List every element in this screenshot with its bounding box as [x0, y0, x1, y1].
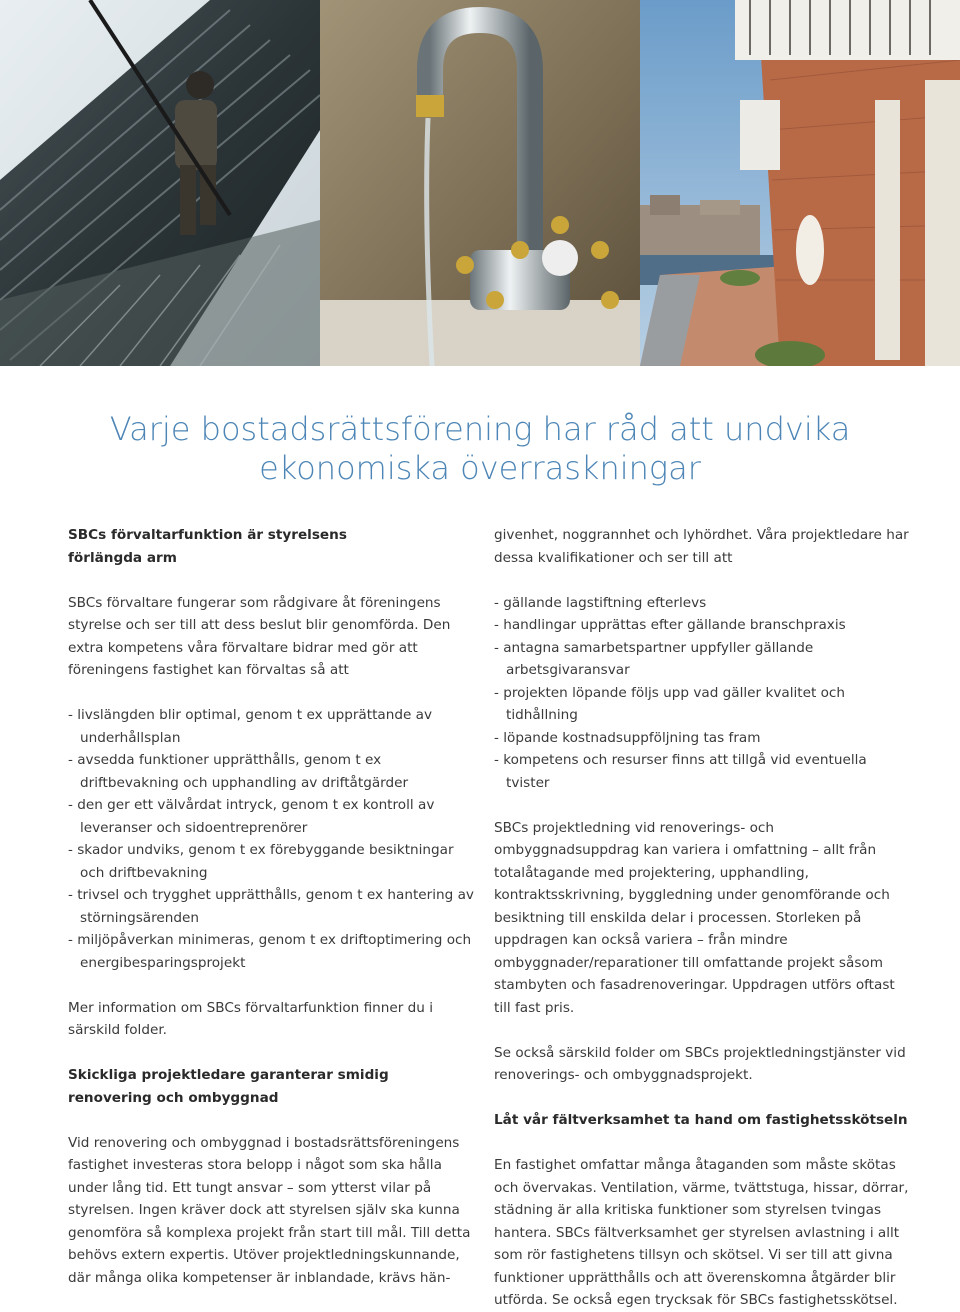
list-item-text: - projekten löpande följs upp vad gäller kvalitet och tidhållning [494, 684, 846, 723]
paragraph: givenhet, noggrannhet och lyhördhet. Våra projektledare har dessa kvalifikationer och ser till att [494, 527, 909, 566]
photo-strip [0, 0, 960, 366]
list-item [68, 794, 478, 839]
heading-line: förlängda arm [68, 549, 177, 566]
left-column [68, 524, 478, 1289]
list-item-text: - handlingar upprättas efter gällande branschpraxis [494, 617, 846, 633]
section-heading-projektledare [68, 1064, 478, 1109]
headline-line-2: ekonomiska överraskningar [259, 449, 701, 487]
list-item-text: - trivsel och trygghet upprätthålls, genom t ex hantering av störningsärenden [68, 887, 474, 926]
list-item-text: - den ger ett välvårdat intryck, genom t ex kontroll av leveranser och sidoentreprenörer [68, 797, 435, 836]
list-item-text: - antagna samarbetspartner uppfyller gällande arbetsgivaransvar [494, 639, 814, 678]
paragraph: Se också särskild folder om SBCs projektledningstjänster vid renoverings- och ombyggnadsprojekt. [494, 1044, 906, 1083]
section-heading-faltverksamhet: Låt vår fältverksamhet ta hand om fastighetsskötseln [494, 1112, 908, 1128]
page-headline [60, 410, 900, 488]
right-column [494, 524, 914, 1312]
list-item-text: - avsedda funktioner upprätthålls, genom t ex driftbevakning och upphandling av driftåtgärder [68, 752, 409, 791]
list-item [494, 749, 914, 794]
paragraph: En fastighet omfattar många åtaganden som måste skötas och övervakas. Ventilation, värme, tvättstuga, hissar, dörrar, städning är alla kritiska funktioner som styrelsen tvingas hantera. SBCs fältverksamhet ger styrelsen avlastning i allt som rör fastighetens tillsyn och skötsel. Vi ser till att givna funktioner upprätthålls och att överenskomna åtgärder blir utförda. Se också egen trycksak för SBCs fastighetsskötsel. [494, 1157, 909, 1308]
list-item-text: - miljöpåverkan minimeras, genom t ex driftoptimering och energibesparingsprojekt [68, 932, 472, 971]
list-item [494, 614, 914, 637]
list-item [494, 727, 914, 750]
paragraph: Mer information om SBCs förvaltarfunktion finner du i särskild folder. [68, 999, 434, 1038]
heading-line: SBCs förvaltarfunktion är styrelsens [68, 527, 347, 543]
list-item [494, 682, 914, 727]
list-item-text: - livslängden blir optimal, genom t ex upprättande av underhållsplan [68, 707, 433, 746]
list-item [68, 929, 478, 974]
residential-street-photo [640, 0, 960, 366]
list-item [494, 637, 914, 682]
heading-line: renovering och ombyggnad [68, 1089, 279, 1106]
paragraph: SBCs förvaltare fungerar som rådgivare åt föreningens styrelse och ser till att dess beslut blir genomförda. Den extra kompetens våra förvaltare bidrar med gör att föreningens fastighet kan förvaltas så att [68, 594, 451, 678]
section-heading-forvaltar [68, 524, 478, 569]
list-item-text: - skador undviks, genom t ex förebyggande besiktningar och driftbevakning [68, 842, 454, 881]
bullet-list [68, 704, 478, 974]
list-item-text: - löpande kostnadsuppföljning tas fram [494, 729, 761, 746]
list-item-text: - kompetens och resurser finns att tillgå vid eventuella tvister [494, 752, 867, 791]
list-item-text: - gällande lagstiftning efterlevs [494, 594, 707, 611]
headline-line-1: Varje bostadsrättsförening har råd att undvika [109, 410, 851, 448]
list-item [68, 704, 478, 749]
faucet-photo [320, 0, 640, 366]
roof-maintenance-photo [0, 0, 320, 366]
list-item [68, 749, 478, 794]
bullet-list [494, 592, 914, 795]
paragraph: SBCs projektledning vid renoverings- och ombyggnadsuppdrag kan variera i omfattning – allt från totalåtagande med projektering, upphandling, kontraktsskrivning, byggledning under genomförande och besiktning till enskilda delar i processen. Storleken på uppdragen kan också variera – från mindre ombyggnader/reparationer till omfattande projekt såsom stambyten och fasadrenoveringar. Uppdragen utförs oftast till fast pris. [494, 819, 895, 1016]
paragraph: Vid renovering och ombyggnad i bostadsrättsföreningens fastighet investeras stora belopp i något som ska hålla under lång tid. Ett tungt ansvar – som ytterst vilar på styrelsen. Ingen kräver dock att styrelsen själv ska kunna genomföra så komplexa projekt från start till mål. Till detta behövs extern expertis. Utöver projektledningskunnande, där många olika kompetenser är inblandade, krävs hän- [68, 1134, 471, 1286]
list-item [494, 592, 914, 615]
list-item [68, 839, 478, 884]
list-item [68, 884, 478, 929]
heading-line: Skickliga projektledare garanterar smidig [68, 1067, 389, 1083]
